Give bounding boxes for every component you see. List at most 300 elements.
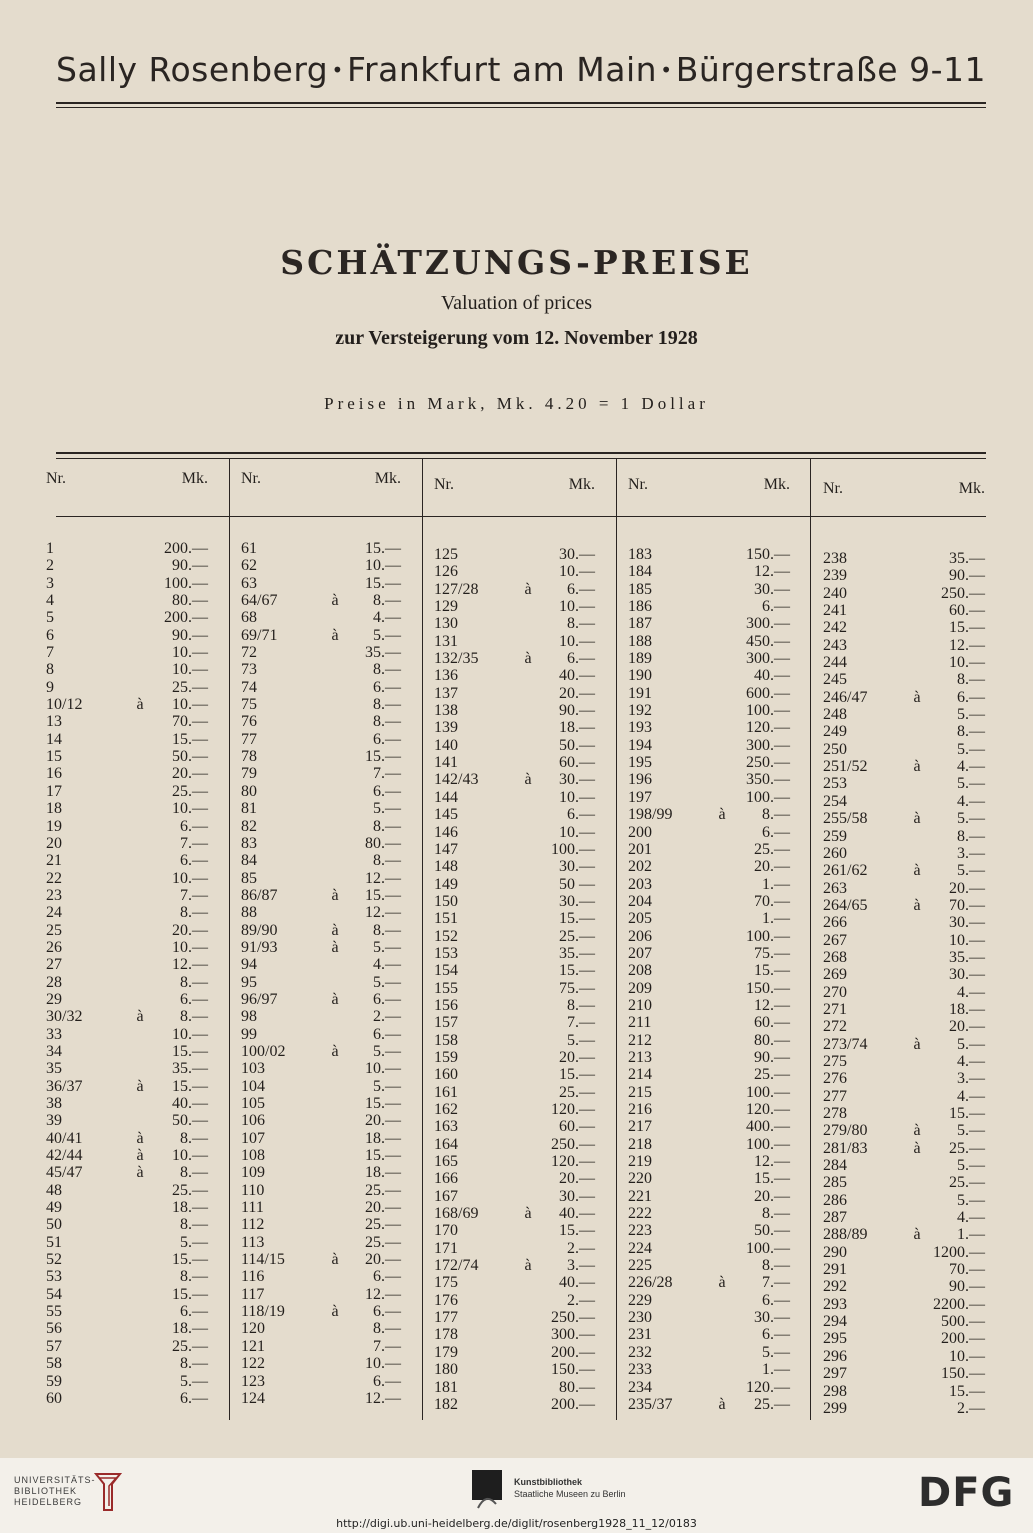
price-value: 4.— xyxy=(957,1209,985,1227)
price-row xyxy=(823,1261,985,1278)
price-row xyxy=(46,1338,208,1355)
each-marker xyxy=(712,1049,732,1066)
price-value: 20.— xyxy=(754,858,790,876)
lot-number: 291 xyxy=(823,1261,847,1279)
lot-number: 207 xyxy=(628,944,652,962)
lot-number: 95 xyxy=(241,973,257,991)
each-marker xyxy=(907,1261,927,1278)
price-value: 5.— xyxy=(567,1031,595,1049)
lot-number: 241 xyxy=(823,602,847,620)
price-row xyxy=(434,754,595,771)
nr-header: Nr. xyxy=(628,476,648,493)
price-row xyxy=(434,806,595,823)
price-row xyxy=(823,689,985,706)
price-row xyxy=(241,1303,401,1320)
each-marker xyxy=(712,1153,732,1170)
lot-number: 210 xyxy=(628,996,652,1014)
each-marker xyxy=(712,754,732,771)
price-row xyxy=(823,1383,985,1400)
price-value: 35.— xyxy=(949,550,985,567)
each-marker xyxy=(712,546,732,563)
price-value: 18.— xyxy=(172,1199,208,1217)
lot-number: 159 xyxy=(434,1048,458,1066)
price-value: 10.— xyxy=(365,1060,401,1078)
price-value: 25.— xyxy=(949,1139,985,1157)
lot-number: 63 xyxy=(241,574,257,592)
price-value: 600.— xyxy=(746,684,790,702)
price-row xyxy=(241,870,401,887)
price-value: 20.— xyxy=(365,1112,401,1130)
price-value: 300.— xyxy=(746,615,790,633)
price-value: 6.— xyxy=(373,1303,401,1321)
price-row xyxy=(434,962,595,979)
price-row xyxy=(241,1147,401,1164)
each-marker xyxy=(712,719,732,736)
lot-number: 205 xyxy=(628,910,652,928)
each-marker xyxy=(130,1303,150,1320)
price-row xyxy=(628,1240,790,1257)
lot-number: 249 xyxy=(823,723,847,741)
price-row xyxy=(434,1309,595,1326)
each-marker xyxy=(907,1053,927,1070)
lot-number: 40/41 xyxy=(46,1129,83,1147)
each-marker xyxy=(130,713,150,730)
each-marker: à xyxy=(913,810,921,828)
price-row xyxy=(823,897,985,914)
price-row xyxy=(241,592,401,609)
price-row xyxy=(823,671,985,688)
separator-dot: • xyxy=(660,58,673,82)
each-marker xyxy=(518,980,538,997)
price-row xyxy=(46,696,208,713)
price-value: 250.— xyxy=(746,754,790,772)
price-value: 250.— xyxy=(551,1309,595,1327)
each-marker: à xyxy=(524,650,532,668)
each-marker xyxy=(712,667,732,684)
price-row xyxy=(434,1101,595,1118)
lot-number: 107 xyxy=(241,1129,265,1147)
price-value: 5.— xyxy=(180,1233,208,1251)
lot-number: 163 xyxy=(434,1118,458,1136)
kb-title: Kunstbibliothek xyxy=(514,1477,582,1487)
price-value: 6.— xyxy=(567,806,595,824)
price-value: 8.— xyxy=(373,817,401,835)
each-marker xyxy=(518,893,538,910)
price-row xyxy=(823,637,985,654)
price-value: 6.— xyxy=(180,1389,208,1407)
price-value: 350.— xyxy=(746,771,790,789)
each-marker: à xyxy=(331,592,339,610)
lot-number: 54 xyxy=(46,1285,62,1303)
each-marker xyxy=(518,1344,538,1361)
each-marker xyxy=(325,1130,345,1147)
lot-number: 219 xyxy=(628,1153,652,1171)
each-marker xyxy=(325,1112,345,1129)
lot-number: 287 xyxy=(823,1209,847,1227)
price-value: 15.— xyxy=(365,886,401,904)
kb-subtitle: Staatliche Museen zu Berlin xyxy=(514,1489,626,1499)
lot-number: 192 xyxy=(628,702,652,720)
price-row xyxy=(241,540,401,557)
price-value: 12.— xyxy=(172,956,208,974)
price-value: 18.— xyxy=(365,1164,401,1182)
price-value: 30.— xyxy=(754,580,790,598)
price-value: 75.— xyxy=(754,944,790,962)
lot-number: 51 xyxy=(46,1233,62,1251)
price-value: 40.— xyxy=(754,667,790,685)
each-marker xyxy=(130,1373,150,1390)
auction-date: zur Versteigerung vom 12. November 1928 xyxy=(335,327,698,349)
price-row xyxy=(434,1274,595,1291)
each-marker xyxy=(518,1361,538,1378)
lot-number: 22 xyxy=(46,869,62,887)
price-row xyxy=(241,1320,401,1337)
price-row xyxy=(823,1348,985,1365)
price-row xyxy=(434,1292,595,1309)
price-row xyxy=(628,615,790,632)
price-value: 12.— xyxy=(365,869,401,887)
price-row xyxy=(434,546,595,563)
price-row xyxy=(241,956,401,973)
price-row xyxy=(628,841,790,858)
price-row xyxy=(434,702,595,719)
price-value: 40.— xyxy=(559,1274,595,1292)
lot-number: 188 xyxy=(628,632,652,650)
price-row xyxy=(434,1240,595,1257)
lot-number: 59 xyxy=(46,1372,62,1390)
each-marker xyxy=(712,858,732,875)
nr-header: Nr. xyxy=(46,470,66,487)
lot-number: 157 xyxy=(434,1014,458,1032)
price-value: 6.— xyxy=(567,580,595,598)
price-value: 12.— xyxy=(754,563,790,581)
lot-number: 29 xyxy=(46,990,62,1008)
lot-number: 2 xyxy=(46,557,54,575)
each-marker xyxy=(907,1018,927,1035)
lot-number: 299 xyxy=(823,1399,847,1417)
price-row xyxy=(46,1182,208,1199)
lot-number: 121 xyxy=(241,1337,265,1355)
price-value: 20.— xyxy=(949,879,985,897)
price-value: 10.— xyxy=(949,931,985,949)
price-value: 8.— xyxy=(180,1268,208,1286)
price-row xyxy=(46,783,208,800)
price-row xyxy=(434,719,595,736)
price-value: 15.— xyxy=(754,1170,790,1188)
lot-number: 147 xyxy=(434,840,458,858)
price-row xyxy=(823,550,985,567)
each-marker: à xyxy=(913,862,921,880)
price-row xyxy=(434,563,595,580)
letterhead xyxy=(56,50,986,89)
price-value: 25.— xyxy=(365,1216,401,1234)
price-row xyxy=(241,557,401,574)
lot-number: 201 xyxy=(628,840,652,858)
price-row xyxy=(46,870,208,887)
price-row xyxy=(434,824,595,841)
lot-number: 203 xyxy=(628,875,652,893)
lot-number: 3 xyxy=(46,574,54,592)
lot-number: 123 xyxy=(241,1372,265,1390)
price-row xyxy=(46,1008,208,1025)
lot-number: 175 xyxy=(434,1274,458,1292)
each-marker xyxy=(325,1373,345,1390)
each-marker xyxy=(518,841,538,858)
lot-number: 240 xyxy=(823,584,847,602)
price-value: 60.— xyxy=(559,754,595,772)
kunstbibliothek-label xyxy=(514,1476,626,1500)
each-marker xyxy=(518,1188,538,1205)
each-marker xyxy=(712,1257,732,1274)
each-marker xyxy=(712,841,732,858)
price-row xyxy=(823,619,985,636)
price-row xyxy=(46,922,208,939)
price-row xyxy=(628,633,790,650)
price-value: 10.— xyxy=(949,654,985,672)
price-value: 8.— xyxy=(180,1216,208,1234)
price-value: 100.— xyxy=(551,840,595,858)
lot-number: 64/67 xyxy=(241,592,278,610)
lot-number: 273/74 xyxy=(823,1035,868,1053)
each-marker xyxy=(518,945,538,962)
each-marker xyxy=(325,696,345,713)
each-marker: à xyxy=(913,758,921,776)
price-value: 100.— xyxy=(746,788,790,806)
each-marker xyxy=(325,1078,345,1095)
lot-number: 276 xyxy=(823,1070,847,1088)
lot-number: 48 xyxy=(46,1181,62,1199)
lot-number: 146 xyxy=(434,823,458,841)
price-row xyxy=(628,1396,790,1413)
each-marker xyxy=(325,1320,345,1337)
each-marker xyxy=(130,1182,150,1199)
each-marker xyxy=(518,858,538,875)
lot-number: 100/02 xyxy=(241,1042,286,1060)
price-row xyxy=(46,835,208,852)
lot-number: 206 xyxy=(628,927,652,945)
each-marker xyxy=(518,615,538,632)
price-value: 15.— xyxy=(949,1105,985,1122)
each-marker xyxy=(907,1001,927,1018)
lot-number: 131 xyxy=(434,632,458,650)
each-marker xyxy=(907,1244,927,1261)
lot-number: 183 xyxy=(628,546,652,563)
price-row xyxy=(241,1286,401,1303)
lot-number: 253 xyxy=(823,775,847,793)
lot-number: 77 xyxy=(241,730,257,748)
price-row xyxy=(823,1140,985,1157)
lot-number: 293 xyxy=(823,1295,847,1313)
lot-number: 156 xyxy=(434,996,458,1014)
price-row xyxy=(823,775,985,792)
price-row xyxy=(46,679,208,696)
each-marker: à xyxy=(136,1129,144,1147)
price-row xyxy=(46,1268,208,1285)
price-value: 6.— xyxy=(373,730,401,748)
each-marker xyxy=(712,1066,732,1083)
lot-number: 220 xyxy=(628,1170,652,1188)
each-marker xyxy=(907,654,927,671)
each-marker xyxy=(907,966,927,983)
each-marker xyxy=(907,741,927,758)
price-value: 10.— xyxy=(559,788,595,806)
lot-number: 35 xyxy=(46,1060,62,1078)
price-value: 2.— xyxy=(567,1239,595,1257)
price-value: 5.— xyxy=(957,1157,985,1175)
lot-number: 68 xyxy=(241,609,257,627)
price-value: 15.— xyxy=(559,1222,595,1240)
price-value: 35.— xyxy=(365,644,401,662)
price-row xyxy=(628,980,790,997)
price-row xyxy=(46,1026,208,1043)
lot-number: 25 xyxy=(46,921,62,939)
lot-number: 288/89 xyxy=(823,1226,868,1244)
lot-number: 259 xyxy=(823,827,847,845)
price-row xyxy=(823,1018,985,1035)
price-value: 200.— xyxy=(941,1330,985,1348)
price-value: 75.— xyxy=(559,979,595,997)
price-value: 6.— xyxy=(373,782,401,800)
lot-number: 279/80 xyxy=(823,1122,868,1140)
each-marker xyxy=(130,800,150,817)
lot-number: 53 xyxy=(46,1268,62,1286)
price-value: 20.— xyxy=(172,921,208,939)
price-row xyxy=(823,1209,985,1226)
price-value: 200.— xyxy=(551,1395,595,1413)
price-value: 8.— xyxy=(373,661,401,679)
column-divider xyxy=(616,458,617,1420)
lot-number: 140 xyxy=(434,736,458,754)
price-row xyxy=(241,696,401,713)
each-marker xyxy=(518,910,538,927)
each-marker xyxy=(907,1174,927,1191)
price-value: 25.— xyxy=(754,840,790,858)
lot-number: 99 xyxy=(241,1025,257,1043)
each-marker xyxy=(130,679,150,696)
lot-number: 218 xyxy=(628,1135,652,1153)
lot-number: 21 xyxy=(46,852,62,870)
each-marker xyxy=(518,1136,538,1153)
each-marker xyxy=(907,1105,927,1122)
each-marker xyxy=(907,1400,927,1417)
price-row xyxy=(46,1355,208,1372)
price-value: 6.— xyxy=(180,852,208,870)
price-value: 10.— xyxy=(172,644,208,662)
price-row xyxy=(823,880,985,897)
each-marker xyxy=(518,1032,538,1049)
price-row xyxy=(46,748,208,765)
each-marker xyxy=(712,876,732,893)
price-value: 10.— xyxy=(559,598,595,616)
price-row xyxy=(628,1136,790,1153)
price-value: 4.— xyxy=(373,956,401,974)
lot-number: 242 xyxy=(823,619,847,637)
lot-number: 55 xyxy=(46,1303,62,1321)
price-value: 15.— xyxy=(172,1251,208,1269)
lot-number: 88 xyxy=(241,904,257,922)
lot-number: 275 xyxy=(823,1052,847,1070)
price-row xyxy=(628,1309,790,1326)
lot-number: 141 xyxy=(434,754,458,772)
each-marker xyxy=(712,685,732,702)
price-value: 25.— xyxy=(559,927,595,945)
source-url[interactable]: http://digi.ub.uni-heidelberg.de/diglit/rosenberg1928_11_12/0183 xyxy=(336,1517,697,1530)
price-row xyxy=(823,1313,985,1330)
price-row xyxy=(241,991,401,1008)
price-row xyxy=(434,1222,595,1239)
each-marker xyxy=(325,1234,345,1251)
price-value: 1.— xyxy=(762,910,790,928)
lot-number: 42/44 xyxy=(46,1147,83,1165)
lot-number: 49 xyxy=(46,1199,62,1217)
each-marker xyxy=(712,910,732,927)
each-marker xyxy=(907,706,927,723)
price-row xyxy=(46,904,208,921)
price-row xyxy=(628,1274,790,1291)
price-value: 80.— xyxy=(754,1031,790,1049)
lot-number: 297 xyxy=(823,1365,847,1383)
price-value: 10.— xyxy=(559,563,595,581)
price-value: 60.— xyxy=(754,1014,790,1032)
price-value: 5.— xyxy=(957,1191,985,1209)
each-marker xyxy=(130,627,150,644)
each-marker xyxy=(518,997,538,1014)
lot-number: 180 xyxy=(434,1361,458,1379)
lot-number: 89/90 xyxy=(241,921,278,939)
price-row xyxy=(46,1199,208,1216)
each-marker xyxy=(518,685,538,702)
each-marker xyxy=(907,1313,927,1330)
each-marker xyxy=(518,1326,538,1343)
price-row xyxy=(241,713,401,730)
each-marker xyxy=(907,932,927,949)
lot-number: 290 xyxy=(823,1243,847,1261)
price-row xyxy=(628,650,790,667)
price-value: 4.— xyxy=(957,758,985,776)
price-value: 5.— xyxy=(957,1035,985,1053)
price-value: 500.— xyxy=(941,1313,985,1331)
price-value: 10.— xyxy=(949,1347,985,1365)
price-value: 80.— xyxy=(365,834,401,852)
lot-number: 142/43 xyxy=(434,771,479,789)
price-value: 6.— xyxy=(180,817,208,835)
each-marker xyxy=(130,1234,150,1251)
price-row xyxy=(823,1105,985,1122)
price-value: 5.— xyxy=(957,740,985,758)
price-value: 120.— xyxy=(746,1101,790,1118)
university-library-logo xyxy=(14,1475,96,1508)
each-marker xyxy=(130,1355,150,1372)
each-marker xyxy=(130,991,150,1008)
lot-number: 138 xyxy=(434,702,458,720)
lot-number: 58 xyxy=(46,1355,62,1373)
each-marker xyxy=(712,1379,732,1396)
price-value: 30.— xyxy=(559,546,595,563)
price-row xyxy=(823,1296,985,1313)
price-row xyxy=(241,1251,401,1268)
lot-number: 216 xyxy=(628,1101,652,1118)
price-value: 4.— xyxy=(957,1052,985,1070)
price-value: 100.— xyxy=(746,927,790,945)
price-value: 70.— xyxy=(949,896,985,914)
price-value: 6.— xyxy=(373,678,401,696)
lot-number: 73 xyxy=(241,661,257,679)
each-marker: à xyxy=(913,688,921,706)
price-value: 10.— xyxy=(172,869,208,887)
price-value: 15.— xyxy=(949,619,985,637)
each-marker: à xyxy=(913,1035,921,1053)
price-value: 400.— xyxy=(746,1118,790,1136)
